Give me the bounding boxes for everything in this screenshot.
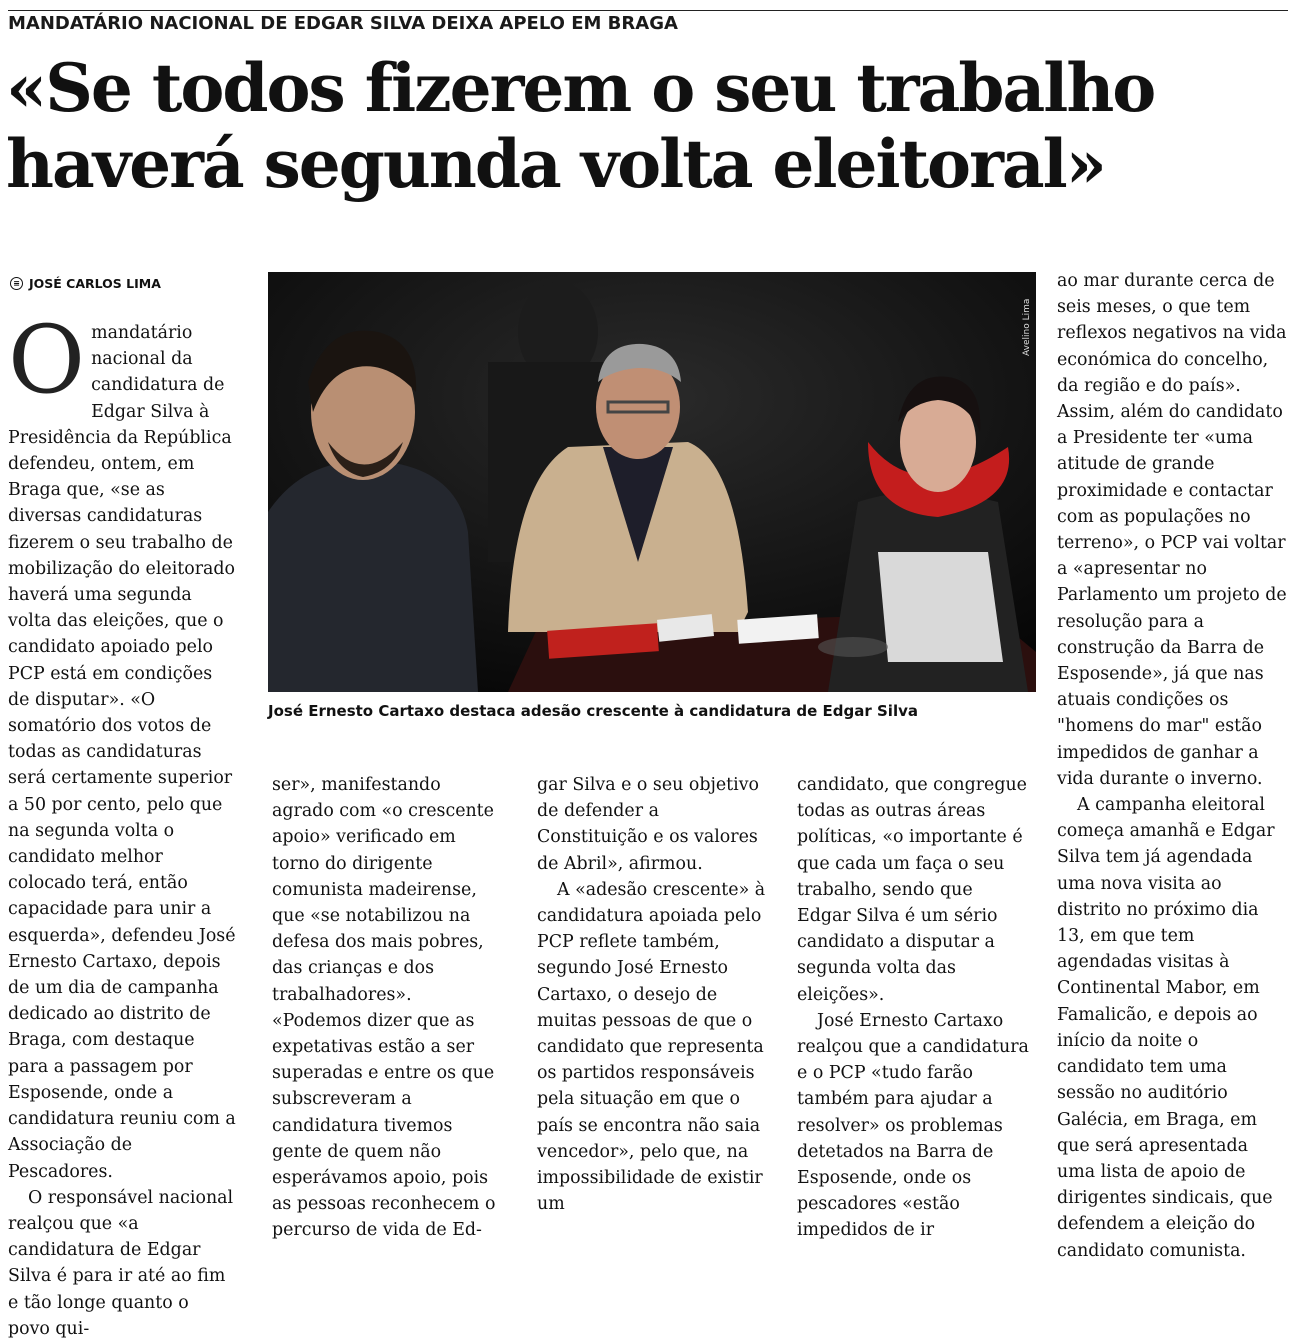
article-paragraph: ao mar durante cerca de seis meses, o que tem reflexos negativos na vida económica do concelho, da região e do país». Assim, além do candidato a Presidente ter «uma atitude de grande proximidade e contactar com as populações no terreno», o PCP vai voltar a «apresentar no Parlamento um projeto de resolução para a construção da Barra de Esposende», já que nas atuais condições os "homens do mar" estão impedidos de ganhar a vida durante o inverno.	[1057, 271, 1287, 789]
article-paragraph: A campanha eleitoral começa amanhã e Edgar Silva tem já agendada uma nova visita ao distrito no próximo dia 13, em que tem agendadas visitas à Continental Mabor, em Famalicão, e depois ao início da noite o candidato tem uma sessão no auditório Galécia, em Braga, em que será apresentada uma lista de apoio de dirigentes sindicais, que defendem a eleição do candidato comunista.	[1057, 795, 1275, 1261]
article-paragraph: O responsável nacional realçou que «a candidatura de Edgar Silva é para ir até ao fim e tão longe quanto o povo qui-	[8, 1187, 234, 1339]
author-circle-icon: ≡	[10, 277, 23, 290]
article-column-2	[272, 772, 502, 1244]
article-column-4	[797, 772, 1029, 1244]
article-column-5	[1057, 268, 1289, 1264]
headline-line-2: haverá segunda volta eleitoral»	[6, 125, 1105, 203]
article-photo	[268, 272, 1036, 692]
kicker: MANDATÁRIO NACIONAL DE EDGAR SILVA DEIXA APELO EM BRAGA	[8, 10, 1288, 34]
photo-illustration	[268, 272, 1036, 692]
article-column-3	[537, 772, 767, 1217]
photo-caption: José Ernesto Cartaxo destaca adesão crescente à candidatura de Edgar Silva	[268, 702, 918, 720]
article-paragraph: ser», manifestando agrado com «o crescente apoio» verificado em torno do dirigente comunista madeirense, que «se notabilizou na defesa dos mais pobres, das crianças e dos trabalhadores». «Podemos dizer que as expetativas estão a ser superadas e entre os que subscreveram a candidatura tivemos gente de quem não esperávamos apoio, pois as pessoas reconhecem o percurso de vida de Ed-	[272, 775, 496, 1241]
article-column-1	[8, 306, 236, 1342]
paragraph-text: mandatário nacional da candidatura de Edgar Silva à Presidência da República defendeu, ontem, em Braga que, «se as diversas candidaturas fizerem o seu trabalho de mobilização do eleitorado haverá uma segunda volta das eleições, que o candidato apoiado pelo PCP está em condições de disputar». «O somatório dos votos de todas as candidaturas será certamente superior a 50 por cento, pelo que na segunda volta o candidato melhor colocado terá, então capacidade para unir a esquerda», defendeu José Ernesto Cartaxo, depois de um dia de campanha dedicado ao distrito de Braga, com destaque para a passagem por Esposende, onde a candidatura reuniu com a Associação de Pescadores.	[8, 323, 236, 1182]
headline	[6, 50, 1296, 202]
byline-author: JOSÉ CARLOS LIMA	[29, 276, 161, 291]
byline	[10, 276, 161, 291]
article-paragraph: candidato, que congregue todas as outras áreas políticas, «o importante é que cada um faça o seu trabalho, sendo que Edgar Silva é um sério candidato a disputar a segunda volta das eleições».	[797, 775, 1027, 1005]
article-paragraph: gar Silva e o seu objetivo de defender a Constituição e os valores de Abril», afirmou.	[537, 775, 759, 874]
dropcap: O	[8, 306, 86, 415]
article-paragraph	[8, 306, 236, 1185]
article-paragraph: A «adesão crescente» à candidatura apoiada pelo PCP reflete também, segundo José Ernesto Cartaxo, o desejo de muitas pessoas de que o candidato que representa os partidos responsáveis pela situação em que o país se encontra não saia vencedor», pelo que, na impossibilidade de existir um	[537, 879, 766, 1215]
headline-line-1: «Se todos fizerem o seu trabalho	[6, 49, 1155, 127]
article-paragraph: José Ernesto Cartaxo realçou que a candidatura e o PCP «tudo farão também para ajudar a resolver» os problemas detetados na Barra de Esposende, onde os pescadores «estão impedidos de ir	[797, 1010, 1029, 1241]
photo-credit: Avelino Lima	[1022, 298, 1032, 356]
